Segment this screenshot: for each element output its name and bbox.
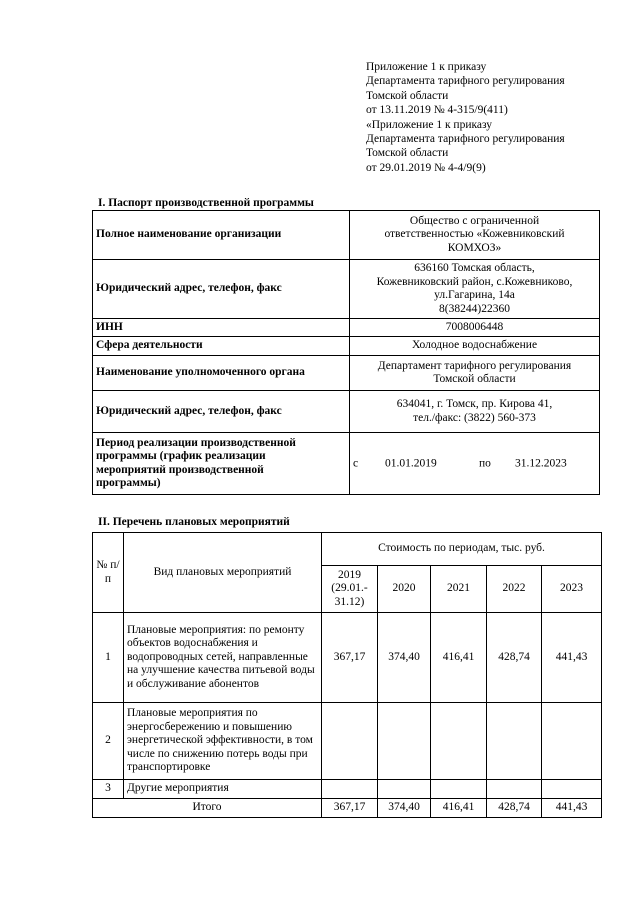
row-label: ИНН xyxy=(93,319,350,337)
row-num: 3 xyxy=(93,780,124,799)
table-head-row xyxy=(93,533,602,566)
total-value: 367,17 xyxy=(322,799,378,818)
row-label: Юридический адрес, телефон, факс xyxy=(93,391,350,433)
table-row xyxy=(93,211,600,260)
table-row xyxy=(93,391,600,433)
row-value xyxy=(487,703,542,780)
row-desc: Другие мероприятия xyxy=(124,780,322,799)
row-value: 416,41 xyxy=(431,613,487,703)
row-value xyxy=(431,780,487,799)
label-line: Период реализации производственной xyxy=(96,436,296,449)
row-value: 441,43 xyxy=(542,613,602,703)
table-row xyxy=(93,337,600,356)
header-line: Томской области xyxy=(366,147,449,160)
table-row xyxy=(93,319,600,337)
row-value xyxy=(322,703,378,780)
value-line: Департамент тарифного регулирования xyxy=(377,359,572,372)
row-value xyxy=(542,780,602,799)
row-num: 2 xyxy=(93,703,124,780)
row-value xyxy=(350,211,600,260)
row-value: 367,17 xyxy=(322,613,378,703)
col-head-year: 2021 xyxy=(431,566,487,613)
header-line: от 29.01.2019 № 4-4/9(9) xyxy=(366,161,486,174)
row-value xyxy=(322,780,378,799)
section-2-title: II. Перечень плановых мероприятий xyxy=(98,516,290,528)
total-row xyxy=(93,799,602,818)
label-line: программы) xyxy=(96,477,161,489)
row-value xyxy=(487,780,542,799)
col-head-cost: Стоимость по периодам, тыс. руб. xyxy=(322,533,602,566)
header-line: Приложение 1 к приказу xyxy=(366,61,487,73)
table-row xyxy=(93,260,600,319)
period-to-word: по xyxy=(479,456,491,469)
row-label: Полное наименование организации xyxy=(93,211,350,260)
value-line: КОМХОЗ» xyxy=(447,241,502,254)
value-line: 8(38244)22360 xyxy=(439,302,510,315)
table-row xyxy=(93,703,602,780)
col-head-num: № п/п xyxy=(93,533,124,613)
value-line: Холодное водоснабжение xyxy=(411,339,538,352)
col-head-kind: Вид плановых мероприятий xyxy=(124,533,322,613)
total-value: 416,41 xyxy=(431,799,487,818)
passport-table xyxy=(92,210,600,495)
total-value: 428,74 xyxy=(487,799,542,818)
row-value xyxy=(378,703,431,780)
measures-table xyxy=(92,532,602,818)
total-value: 441,43 xyxy=(542,799,602,818)
label-line: мероприятий производственной xyxy=(96,463,264,476)
value-line: Томской области xyxy=(433,373,516,385)
row-label: Юридический адрес, телефон, факс xyxy=(93,260,350,319)
row-value xyxy=(542,703,602,780)
row-value xyxy=(350,356,600,391)
col-head-year: 2019 (29.01.- 31.12) xyxy=(322,566,378,613)
row-value xyxy=(350,391,600,433)
row-value xyxy=(350,260,600,319)
row-num: 1 xyxy=(93,613,124,703)
order-header xyxy=(366,60,565,175)
table-row xyxy=(93,780,602,799)
table-row xyxy=(93,433,600,495)
value-line: 634041, г. Томск, пр. Кирова 41, xyxy=(396,398,553,410)
row-value xyxy=(378,780,431,799)
row-value: 428,74 xyxy=(487,613,542,703)
value-line: Кожевниковский район, с.Кожевниково, xyxy=(376,275,573,288)
label-line: программы (график реализации xyxy=(96,450,266,462)
period-value xyxy=(350,433,600,495)
value-line: тел./факс: (3822) 560-373 xyxy=(413,411,536,424)
value-line: 636160 Томская область, xyxy=(414,262,535,274)
period-to-date: 31.12.2023 xyxy=(515,456,567,469)
col-head-year: 2023 xyxy=(542,566,602,613)
value-line: Общество с ограниченной xyxy=(409,214,540,227)
value-line: ответственностью «Кожевниковский xyxy=(384,228,565,241)
row-value: 374,40 xyxy=(378,613,431,703)
header-line: от 13.11.2019 № 4-315/9(411) xyxy=(366,104,508,117)
row-label: Сфера деятельности xyxy=(93,337,350,356)
section-1-title: I. Паспорт производственной программы xyxy=(98,197,314,209)
table-row xyxy=(93,356,600,391)
row-value xyxy=(350,319,600,337)
header-line: «Приложение 1 к приказу xyxy=(366,118,493,131)
table-row xyxy=(93,613,602,703)
value-line: 7008006448 xyxy=(445,320,504,333)
value-line: ул.Гагарина, 14а xyxy=(434,289,515,301)
header-line: Томской области xyxy=(366,89,449,102)
total-value: 374,40 xyxy=(378,799,431,818)
row-value xyxy=(350,337,600,356)
period-label xyxy=(93,433,350,495)
period-from-word: с xyxy=(353,456,359,469)
header-line: Департамента тарифного регулирования xyxy=(366,133,565,146)
header-line: Департамента тарифного регулирования xyxy=(366,75,565,88)
col-head-year: 2020 xyxy=(378,566,431,613)
row-label: Наименование уполномоченного органа xyxy=(93,356,350,391)
row-desc: Плановые мероприятия по энергосбережению и повышению энергетической эффективности, в том числе по снижению потерь воды при транспортировке xyxy=(124,703,322,780)
row-value xyxy=(431,703,487,780)
period-from-date: 01.01.2019 xyxy=(385,456,437,469)
total-label: Итого xyxy=(93,799,322,818)
row-desc: Плановые мероприятия: по ремонту объектов водоснабжения и водопроводных сетей, направленные на улучшение качества питьевой воды и обслуживание абонентов xyxy=(124,613,322,703)
col-head-year: 2022 xyxy=(487,566,542,613)
